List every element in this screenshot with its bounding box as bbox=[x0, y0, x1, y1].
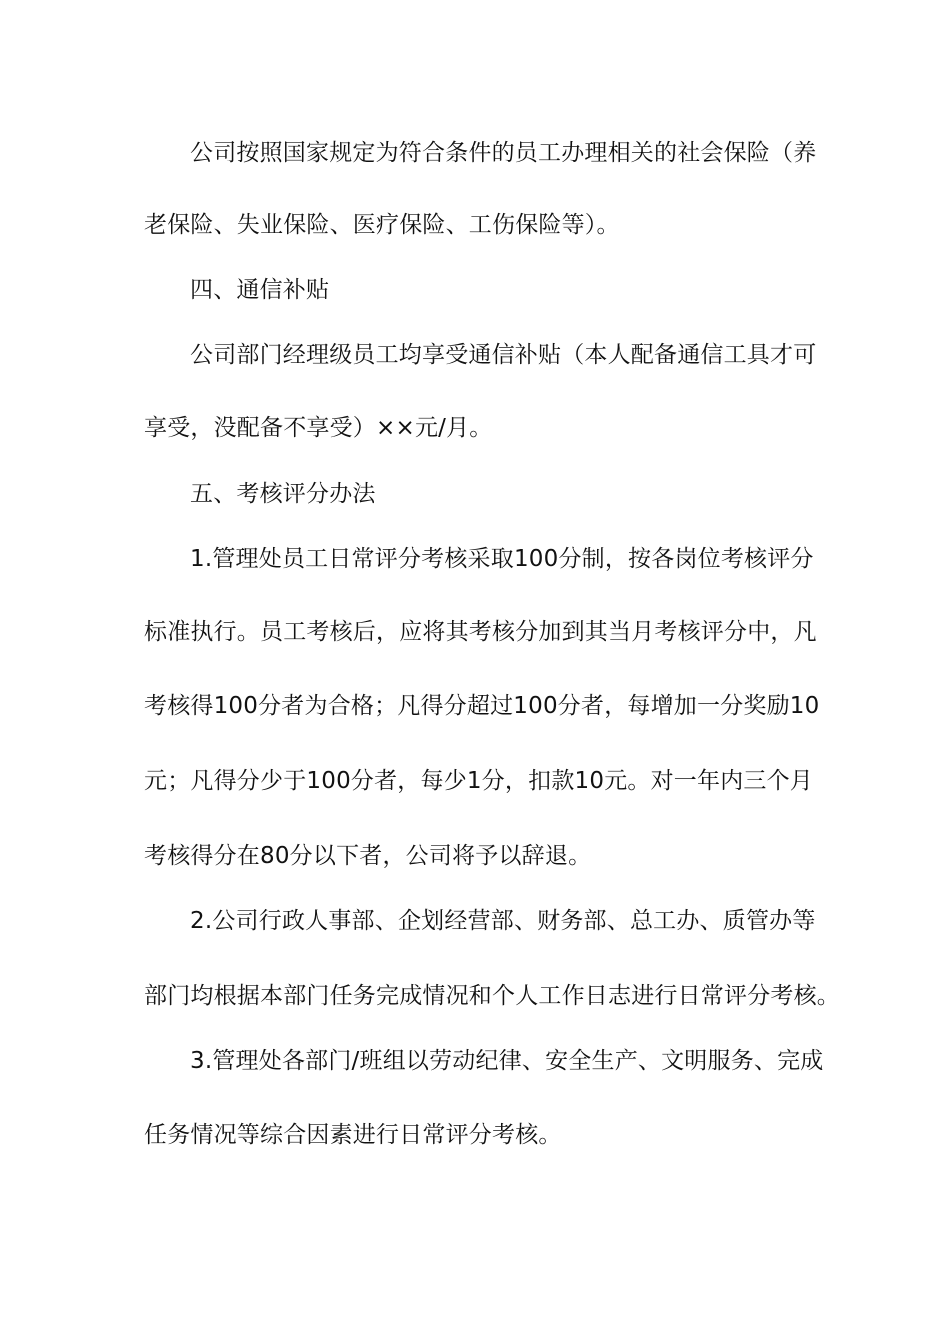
paragraph-social-insurance-line-2: 老保险、失业保险、医疗保险、工伤保险等）。 bbox=[144, 212, 620, 238]
item-1-line-4: 元；凡得分少于100分者，每少1分，扣款10元。对一年内三个月 bbox=[144, 768, 813, 794]
section-heading-communication-subsidy: 四、通信补贴 bbox=[190, 277, 330, 303]
paragraph-social-insurance-line-1: 公司按照国家规定为符合条件的员工办理相关的社会保险（养 bbox=[190, 140, 817, 166]
item-2-line-1: 2.公司行政人事部、企划经营部、财务部、总工办、质管办等 bbox=[190, 908, 816, 934]
item-2-line-2: 部门均根据本部门任务完成情况和个人工作日志进行日常评分考核。 bbox=[144, 983, 840, 1009]
item-1-line-1: 1.管理处员工日常评分考核采取100分制，按各岗位考核评分 bbox=[190, 546, 814, 572]
item-3-line-1: 3.管理处各部门/班组以劳动纪律、安全生产、文明服务、完成 bbox=[190, 1048, 824, 1074]
item-1-line-5: 考核得分在80分以下者，公司将予以辞退。 bbox=[144, 843, 592, 869]
item-1-line-2: 标准执行。员工考核后，应将其考核分加到其当月考核评分中，凡 bbox=[144, 619, 817, 645]
paragraph-communication-line-1: 公司部门经理级员工均享受通信补贴（本人配备通信工具才可 bbox=[190, 342, 817, 368]
item-1-line-3: 考核得100分者为合格；凡得分超过100分者，每增加一分奖励10 bbox=[144, 693, 820, 719]
section-heading-assessment: 五、考核评分办法 bbox=[190, 481, 376, 507]
item-3-line-2: 任务情况等综合因素进行日常评分考核。 bbox=[144, 1122, 562, 1148]
paragraph-communication-line-2: 享受，没配备不享受）××元/月。 bbox=[144, 415, 493, 441]
